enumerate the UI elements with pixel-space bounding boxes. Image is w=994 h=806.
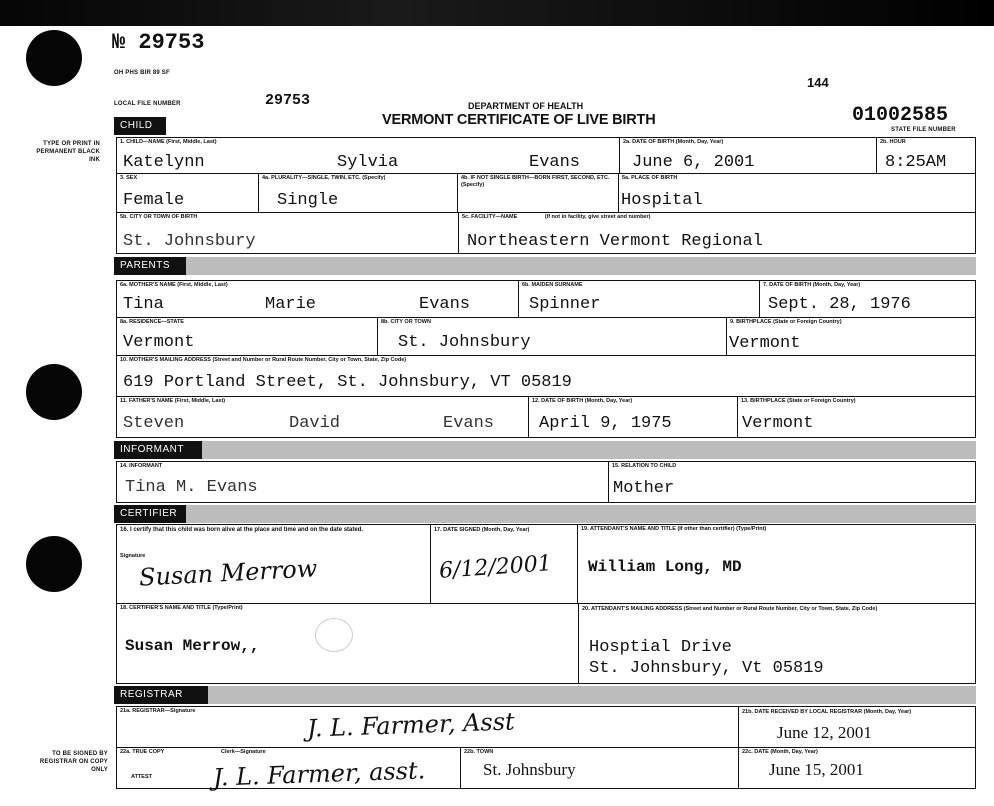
section-band: [186, 257, 976, 275]
registrar-signature: J. L. Farmer, Asst: [306, 707, 516, 743]
ink-instruction: TYPE OR PRINT IN PERMANENT BLACK INK: [36, 141, 100, 163]
child-name-field: [116, 137, 620, 174]
certifier-signature: Susan Merrow: [138, 554, 318, 592]
attest-label: ATTEST: [131, 774, 152, 780]
state-file-label: STATE FILE NUMBER: [891, 127, 956, 133]
local-file-label: LOCAL FILE NUMBER: [114, 101, 181, 107]
form-code: OH PHS BIR 89 SF: [114, 70, 170, 76]
attendant-name: William Long, MD: [588, 558, 742, 576]
field-label: 12. DATE OF BIRTH (Month, Day, Year): [532, 398, 633, 404]
certificate-title: VERMONT CERTIFICATE OF LIVE BIRTH: [382, 112, 656, 128]
signature-label: Signature: [120, 553, 146, 559]
field-label: 5c. FACILITY—NAME (If not in facility, give street and number): [462, 214, 651, 220]
copy-date: June 15, 2001: [769, 760, 864, 779]
mother-first-name: Tina: [123, 295, 164, 314]
field-label: 19. ATTENDANT'S NAME AND TITLE (If other than certifier) (Type/Print): [581, 526, 767, 532]
mother-town: St. Johnsbury: [398, 333, 531, 352]
department-name: DEPARTMENT OF HEALTH: [468, 101, 584, 111]
section-certifier: CERTIFIER: [114, 505, 186, 523]
child-city-field: [116, 212, 459, 254]
field-label: 13. BIRTHPLACE (State or Foreign Country): [741, 398, 856, 404]
certifier-signature-field: [116, 524, 431, 604]
binder-hole-top: [26, 30, 82, 86]
mother-maiden: Spinner: [529, 295, 601, 314]
attendant-address-field: [578, 603, 976, 684]
father-dob: April 9, 1975: [539, 414, 672, 433]
child-dob-field: [619, 137, 877, 174]
clerk-signature: J. L. Farmer, asst.: [212, 756, 426, 792]
binder-hole-middle: [26, 364, 82, 420]
date-signed-field: [430, 524, 578, 604]
certifier-name: Susan Merrow,,: [125, 637, 260, 655]
child-middle-name: Sylvia: [337, 153, 399, 172]
father-first-name: Steven: [123, 414, 185, 433]
father-middle-name: David: [289, 414, 341, 433]
father-name-field: [116, 396, 529, 438]
clerk-label: Clerk—Signature: [221, 749, 266, 755]
field-label: 11. FATHER'S NAME (First, Middle, Last): [120, 398, 226, 404]
field-label: 18. CERTIFIER'S NAME AND TITLE (Type/Print): [120, 605, 243, 611]
copy-date-field: [738, 747, 976, 789]
field-label: 1. CHILD—NAME (First, Middle, Last): [120, 139, 217, 145]
attendant-address-line2: St. Johnsbury, Vt 05819: [589, 659, 824, 678]
section-band: [186, 505, 976, 523]
page-number: 144: [807, 75, 829, 90]
field-label: 22a. TRUE COPY: [120, 749, 165, 755]
copy-town-field: [460, 747, 739, 789]
true-copy-field: [116, 747, 461, 792]
mother-name-field: [116, 280, 519, 318]
field-label: 14. INFORMANT: [120, 463, 163, 469]
mother-last-name: Evans: [419, 295, 471, 314]
field-label: 8b. CITY OR TOWN: [381, 319, 431, 325]
child-first-name: Katelynn: [123, 153, 205, 172]
date-signed: 6/12/2001: [438, 551, 553, 584]
child-hour: 8:25AM: [885, 153, 947, 172]
field-label: 6a. MOTHER'S NAME (First, Middle, Last): [120, 282, 228, 288]
child-city: St. Johnsbury: [123, 232, 256, 251]
certificate-number: № 29753: [112, 30, 205, 55]
mother-residence: Vermont: [123, 333, 195, 352]
child-plurality: Single: [277, 191, 339, 210]
father-last-name: Evans: [443, 414, 495, 433]
field-label: 8a. RESIDENCE—STATE: [120, 319, 184, 325]
mother-town-field: [377, 317, 727, 356]
mother-dob-field: [759, 280, 976, 318]
date-received-field: [738, 706, 976, 748]
certifier-name-field: [116, 603, 579, 684]
field-label: 21a. REGISTRAR—Signature: [120, 708, 196, 714]
child-plurality-field: [258, 173, 458, 213]
field-label: 7. DATE OF BIRTH (Month, Day, Year): [763, 282, 861, 288]
field-label: 17. DATE SIGNED (Month, Day, Year): [434, 527, 530, 533]
mother-address: 619 Portland Street, St. Johnsbury, VT 05819: [123, 373, 572, 392]
mother-birthplace-field: [726, 317, 976, 356]
section-registrar: REGISTRAR: [114, 686, 208, 704]
father-dob-field: [528, 396, 738, 438]
section-band: [202, 441, 976, 459]
field-label: 21b. DATE RECEIVED BY LOCAL REGISTRAR (Month, Day, Year): [742, 709, 912, 715]
child-dob: June 6, 2001: [632, 153, 755, 172]
field-label: 9. BIRTHPLACE (State or Foreign Country): [730, 319, 842, 325]
mother-residence-field: [116, 317, 378, 356]
state-file-number: 01002585: [852, 104, 949, 127]
father-birthplace: Vermont: [742, 414, 814, 433]
field-label: 5a. PLACE OF BIRTH: [622, 175, 678, 181]
child-place-field: [618, 173, 976, 213]
mother-maiden-field: [518, 280, 760, 318]
informant-name: Tina M. Evans: [125, 478, 258, 497]
child-sex: Female: [123, 191, 185, 210]
attendant-field: [577, 524, 976, 604]
section-parents: PARENTS: [114, 257, 186, 275]
field-label: 20. ATTENDANT'S MAILING ADDRESS (Street and Number or Rural Route Number, City or Town, State, Zip Code): [582, 606, 878, 612]
attendant-address-line1: Hosptial Drive: [589, 638, 732, 657]
child-facility-field: [458, 212, 976, 254]
field-label: 2a. DATE OF BIRTH (Month, Day, Year): [623, 139, 724, 145]
field-label: 2b. HOUR: [880, 139, 906, 145]
field-label: 10. MOTHER'S MAILING ADDRESS (Street and Number or Rural Route Number, City or Town, State, Zip Code): [120, 357, 407, 363]
field-label: 16. I certify that this child was born alive at the place and time and on the date stated.: [120, 527, 364, 533]
father-birthplace-field: [737, 396, 976, 438]
child-sex-field: [116, 173, 259, 213]
informant-relation: Mother: [613, 479, 675, 498]
local-file-number: 29753: [265, 92, 311, 109]
section-child: CHILD: [114, 117, 166, 135]
mother-middle-name: Marie: [265, 295, 317, 314]
binder-hole-bottom: [26, 536, 82, 592]
informant-name-field: [116, 461, 609, 503]
seal-mark: [315, 618, 353, 652]
child-hour-field: [876, 137, 976, 174]
field-label: 22b. TOWN: [464, 749, 494, 755]
date-received: June 12, 2001: [777, 723, 872, 742]
child-last-name: Evans: [529, 153, 581, 172]
scan-top-edge: [0, 0, 994, 26]
informant-relation-field: [608, 461, 976, 503]
copy-town: St. Johnsbury: [483, 760, 576, 779]
section-band: [208, 686, 976, 704]
child-facility: Northeastern Vermont Regional: [467, 232, 763, 251]
section-informant: INFORMANT: [114, 441, 202, 459]
mother-dob: Sept. 28, 1976: [768, 295, 911, 314]
registrar-instruction: TO BE SIGNED BY REGISTRAR ON COPY ONLY: [39, 751, 108, 773]
field-label: 5b. CITY OR TOWN OF BIRTH: [120, 214, 198, 220]
child-birth-order-field: [457, 173, 619, 213]
field-label: 22c. DATE (Month, Day, Year): [742, 749, 818, 755]
field-label: 6b. MAIDEN SURNAME: [522, 282, 583, 288]
child-place: Hospital: [621, 191, 703, 210]
mother-birthplace: Vermont: [729, 334, 801, 353]
field-label: 15. RELATION TO CHILD: [612, 463, 677, 469]
field-label: 3. SEX: [120, 175, 138, 181]
registrar-signature-field: [116, 706, 739, 748]
field-label: 4b. IF NOT SINGLE BIRTH—BORN FIRST, SECOND, ETC. (Specify): [461, 175, 610, 188]
mother-address-field: [116, 355, 976, 397]
field-label: 4a. PLURALITY—SINGLE, TWIN, ETC. (Specify): [262, 175, 386, 181]
